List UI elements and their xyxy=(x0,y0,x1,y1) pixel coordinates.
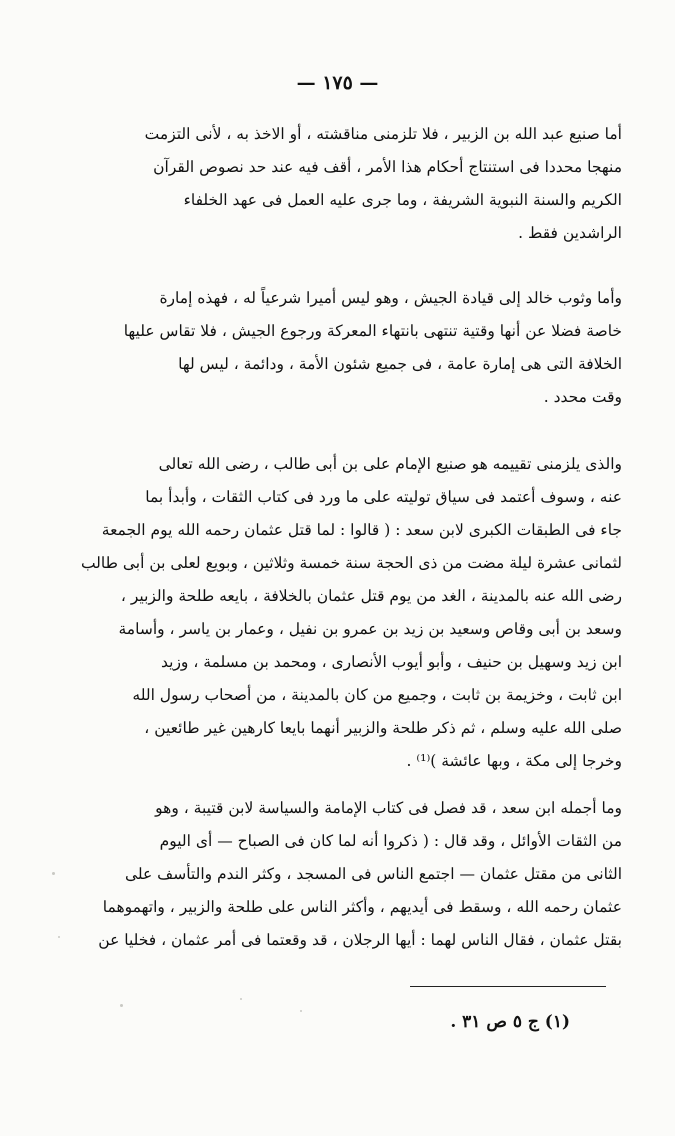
text-line: وسعد بن أبى وقاص وسعيد بن زيد بن عمرو بن نفيل ، وعمار بن ياسر ، وأسامة xyxy=(118,620,622,638)
text-line: خاصة فضلا عن أنها وقتية تنتهى بانتهاء المعركة ورجوع الجيش ، فلا تقاس عليها xyxy=(123,322,622,340)
text-line: ابن ثابت ، وخزيمة بن ثابت ، وجميع من كان بالمدينة ، من أصحاب رسول الله xyxy=(132,686,622,704)
text-line: الكريم والسنة النبوية الشريفة ، وما جرى عليه العمل فى عهد الخلفاء xyxy=(183,191,622,209)
text-line: من الثقات الأوائل ، وقد قال : ( ذكروا أنه لما كان فى الصباح — أى اليوم xyxy=(159,832,622,850)
text-line: أما صنيع عبد الله بن الزبير ، فلا تلزمنى مناقشته ، أو الاخذ به ، لأنى التزمت xyxy=(144,125,622,143)
footnote-divider xyxy=(410,986,606,987)
text-line: ابن زيد وسهيل بن حنيف ، وأبو أيوب الأنصارى ، ومحمد بن مسلمة ، وزيد xyxy=(161,653,622,671)
text-line: الراشدين فقط . xyxy=(518,224,622,242)
scan-speck xyxy=(52,872,55,875)
text-line: وأما وثوب خالد إلى قيادة الجيش ، وهو ليس أميرا شرعياً له ، فهذه إمارة xyxy=(159,289,622,307)
text-line: لثمانى عشرة ليلة مضت من ذى الحجة سنة خمسة وثلاثين ، وبويع لعلى بن أبى طالب xyxy=(80,554,622,572)
scan-speck xyxy=(300,1010,302,1012)
paragraph-3 xyxy=(58,448,622,778)
text-line: جاء فى الطبقات الكبرى لابن سعد : ( قالوا : لما قتل عثمان رحمه الله يوم الجمعة xyxy=(101,521,622,539)
page-number: — ١٧٥ — xyxy=(296,72,379,94)
paragraph-4 xyxy=(58,792,622,957)
text-line: عنه ، وسوف أعتمد فى سياق توليته على ما ورد فى كتاب الثقات ، وأبدأ بما xyxy=(145,488,622,506)
text-line: صلى الله عليه وسلم ، ثم ذكر طلحة والزبير أنهما بايعا كارهين غير طائعين ، xyxy=(144,719,622,737)
footnote: (١) ج ٥ ص ٣١ . xyxy=(450,1012,570,1032)
text-line: بقتل عثمان ، فقال الناس لهما : أيها الرجلان ، قد وقعتما فى أمر عثمان ، فخليا عن xyxy=(98,931,622,949)
text-line: وما أجمله ابن سعد ، قد فصل فى كتاب الإمامة والسياسة لابن قتيبة ، وهو xyxy=(155,799,622,817)
paragraph-1 xyxy=(58,118,622,250)
text-line: الثانى من مقتل عثمان — اجتمع الناس فى المسجد ، وكثر الندم والتأسف على xyxy=(124,865,622,883)
scan-speck xyxy=(58,936,60,938)
paragraph-2 xyxy=(58,282,622,414)
text-line: والذى يلزمنى تقييمه هو صنيع الإمام على بن أبى طالب ، رضى الله تعالى xyxy=(158,455,622,473)
text-line: عثمان رحمه الله ، وسقط فى أيديهم ، وأكثر الناس على طلحة والزبير ، واتهموهما xyxy=(102,898,622,916)
text-line: وقت محدد . xyxy=(543,388,622,406)
text-line: رضى الله عنه بالمدينة ، الغد من يوم قتل عثمان بالخلافة ، بايعه طلحة والزبير ، xyxy=(120,587,622,605)
text-line: الخلافة التى هى إمارة عامة ، فى جميع شئون الأمة ، ودائمة ، ليس لها xyxy=(178,355,622,373)
scan-speck xyxy=(240,998,242,1000)
text-line: وخرجا إلى مكة ، وبها عائشة )⁽¹⁾ . xyxy=(406,752,622,770)
text-line: منهجا محددا فى استنتاج أحكام هذا الأمر ، أقف فيه عند حد نصوص القرآن xyxy=(153,158,622,176)
scan-speck xyxy=(120,1004,123,1007)
